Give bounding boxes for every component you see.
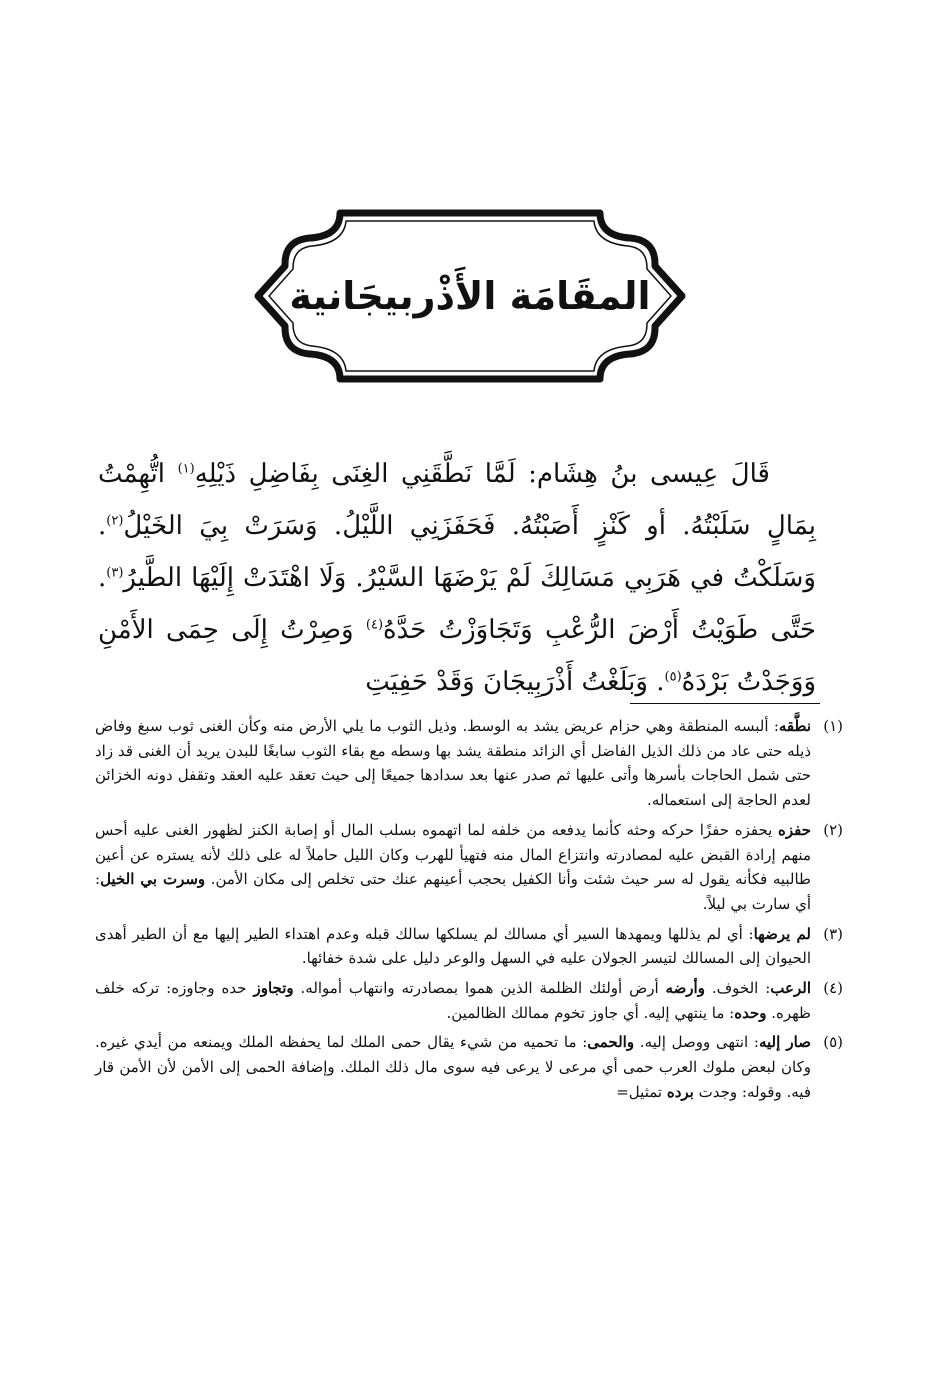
footnote-term: وتجاوز [253,979,294,998]
footnote-1 [95,714,843,813]
footnote-text: : ألبسه المنطقة وهي حزام عريض يشد به الوسط. وذيل الثوب ما يلي الأرض منه وكأن الغنى ثوب سبغ وفاض ذيله حتى عاد من ذلك الذيل الفاضل أي الزائد منطقة يشد بها وسطه مع بقاء الثوب سابغًا للبدن يريد أن الغنى قد زاد حتى شمل الحاجات بأسرها وأتى عليها ثم صدر عنها بعد سدادها جميعًا إلى حيث تعقد عليه العقد وتقفل دونه الخزائن لعدم الحاجة إلى استعماله. [95,717,811,810]
footnote-body [95,1030,811,1104]
main-text-part-1: قَالَ عِيسى بنُ هِشَام: لَمَّا نَطَّقَنِي الغِنَى بِفَاضِلِ ذَيْلِهِ [194,459,770,489]
footnotes [95,714,843,1110]
footnote-number: (٤) [823,979,843,998]
footnote-number: (٣) [823,924,843,943]
footnote-ref-2: (٢) [106,513,124,529]
footnote-ref-4: (٤) [365,617,384,633]
main-text-part-3: . وَسَلَكْتُ في هَرَبِي مَسَالِكَ لَمْ يَرْضَهَا السَّيْرُ. وَلَا اهْتَدَتْ إِلَيْهَا الطَّيرُ [98,511,816,593]
footnote-ref-3: (٣) [106,565,124,581]
footnote-3 [95,922,843,971]
footnote-text: : الخوف. [704,979,771,998]
footnote-number: (٥) [823,1033,843,1052]
footnote-2 [95,818,843,917]
footnote-term: وأرضه [665,979,705,998]
footnote-text: أرض أولئك الظلمة الذين هموا بمصادرته وانتهاب أمواله. [293,979,666,998]
footnote-term: برده [666,1082,694,1101]
footnote-text: : أي سارت بي ليلاً. [95,870,811,913]
footnote-separator [630,703,820,704]
title-cartouche [245,196,695,396]
footnote-term: الرعب [770,979,811,998]
footnote-term: نطَّقه [778,717,811,735]
footnote-body [95,818,811,917]
footnote-ref-1: (١) [177,461,195,477]
main-paragraph [98,448,816,708]
footnote-body [95,976,811,1025]
footnote-text: : أي لم يذللها ويمهدها السير أي مسالك لم يسلكها سالك قبله وعدم اهتداء الطير إليها مع أن الطير أهدى الحيوان إلى المسالك لتيسر الجولان عليه في السهل والوعر دليل على شدة خفائها. [95,924,811,968]
footnote-text: تمثيل= [616,1082,667,1101]
main-text-part-2: اتُّهِمْتُ بِمَالٍ سَلَبْتُهُ. أو كَنْزٍ أَصَبْتُهُ. فَحَفَزَنِي اللَّيْلُ. وَسَرَتْ بِيَ الخَيْلُ [98,459,816,541]
main-text-part-6: . وَبَلَغْتُ أَذْرَبِيجَانَ وَقَدْ حَفِيَتِ [365,667,665,697]
main-text-part-4: . حَتَّى طَوَيْتُ أَرْضَ الرُّعْبِ وَتَجَاوَزْتُ حَدَّهُ [98,563,816,645]
page-title: المقَامَة الأَذْربيجَانية [289,274,651,318]
main-text-part-5: وَصِرْتُ إِلَى حِمَى الأَمْنِ وَوَجَدْتُ بَرْدَهُ [98,615,816,697]
footnote-body [95,714,811,813]
footnote-5 [95,1030,843,1104]
footnote-text: : انتهى ووصل إليه. [634,1033,759,1052]
footnote-text: حده وجاوزه: تركه خلف ظهره. [95,979,811,1022]
footnote-number: (٢) [823,820,843,839]
footnote-body [95,922,811,971]
footnote-text: : ما تحميه من شيء يقال حمى الملك لما يحفظه الملك ويمنعه من أيدي غيره. وكان لبعض ملوك العرب حمى أي مرعى لا يرعى فيه سوى مال ذلك الملك. وإضافة الحمى إلى الأمن لأن الأمن قار فيه. وقوله: وجدت [95,1033,811,1101]
footnote-text: : ما ينتهي إليه. أي جاوز تخوم ممالك الظالمين. [446,1003,735,1022]
footnote-term: حفزه [778,820,811,839]
main-text [98,448,816,708]
footnote-term: وسرت بي الخيل [100,870,206,889]
footnote-ref-5: (٥) [664,669,682,685]
footnote-term: والحمى [587,1033,635,1052]
footnote-term: صار إليه [758,1033,811,1052]
footnote-term: لم يرضها [753,924,811,943]
footnote-4 [95,976,843,1025]
footnote-text: يحفزه حفزًا حركه وحثه كأنما يدفعه من خلفه لما اتهموه بسلب المال أو إصابة الكنز لظهور الغنى عليه أحس منهم إرادة القبض عليه لمصادرته وانتزاع المال منه فتهيأ للهرب وكان الليل حاملاً له على ذلك لأنه يستره عن أعين طالبيه فكأنه يقول له سر حيث شئت وأنا الكفيل بحجب أعينهم عنك حتى تخلص إلى مكان الأمن. [95,820,812,889]
footnote-number: (١) [823,717,843,735]
footnote-term: وحده [734,1003,767,1022]
